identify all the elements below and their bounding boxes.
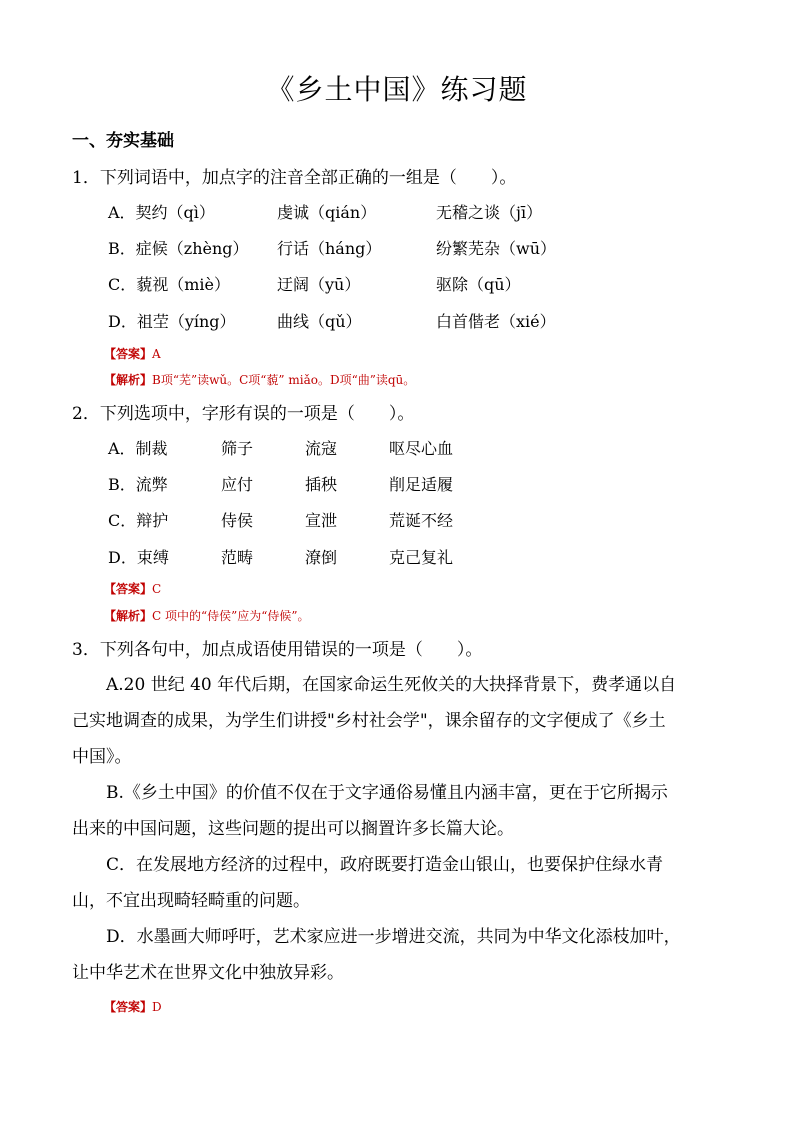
question-1-stem: 1．下列词语中，加点字的注音全部正确的一组是（ ）。 bbox=[72, 168, 517, 188]
q2-option-a-3: 流寇 bbox=[305, 439, 338, 458]
q2-option-d-4: 克己复礼 bbox=[389, 548, 454, 567]
q3-option-a bbox=[72, 667, 732, 775]
q2-option-b-4: 削足适履 bbox=[389, 475, 454, 494]
answer-tag: 【答案】 bbox=[104, 347, 153, 361]
q3-b-line-2: 出来的中国问题，这些问题的提出可以搁置许多长篇大论。 bbox=[72, 819, 514, 839]
q1-option-c-3: 驱除（qū） bbox=[436, 275, 521, 294]
q3-b-line-1: B.《乡土中国》的价值不仅在于文字通俗易懂且内涵丰富，更在于它所揭示 bbox=[106, 783, 668, 803]
q2-analysis bbox=[104, 607, 310, 624]
q2-option-c-3: 宣泄 bbox=[305, 511, 338, 530]
q1-option-d-2: 曲线（qǔ） bbox=[277, 312, 362, 331]
answer-value: C bbox=[152, 582, 162, 596]
q1-option-b-1: B．症候（zhèng） bbox=[108, 239, 249, 258]
q3-c-line-1: C．在发展地方经济的过程中，政府既要打造金山银山，也要保护住绿水青 bbox=[106, 855, 664, 875]
q3-c-line-2: 山，不宜出现畸轻畸重的问题。 bbox=[72, 891, 310, 911]
q2-option-d-2: 范畴 bbox=[221, 548, 254, 567]
q1-option-c-2: 迂阔（yū） bbox=[277, 275, 361, 294]
q2-option-c-2: 侍侯 bbox=[221, 511, 254, 530]
answer-value: A bbox=[152, 347, 161, 361]
q1-option-a-1: A．契约（qì） bbox=[108, 203, 215, 222]
answer-value: D bbox=[152, 1000, 162, 1014]
q2-option-b-3: 插秧 bbox=[305, 475, 338, 494]
q1-option-a-2: 虔诚（qián） bbox=[277, 203, 377, 222]
q2-option-c-1: C．辩护 bbox=[108, 511, 169, 530]
question-2-stem: 2．下列选项中，字形有误的一项是（ ）。 bbox=[72, 404, 415, 424]
analysis-tag: 【解析】 bbox=[104, 373, 153, 387]
q2-option-d-3: 潦倒 bbox=[305, 548, 338, 567]
q2-option-a-4: 呕尽心血 bbox=[389, 439, 454, 458]
q3-option-d bbox=[72, 919, 732, 991]
q1-option-a-3: 无稽之谈（jī） bbox=[436, 203, 543, 222]
question-3-stem: 3．下列各句中，加点成语使用错误的一项是（ ）。 bbox=[72, 640, 483, 660]
analysis-tag: 【解析】 bbox=[104, 609, 153, 623]
page-title: 《乡土中国》练习题 bbox=[266, 73, 528, 106]
q1-answer bbox=[104, 345, 161, 362]
q3-a-line-2: 己实地调查的成果，为学生们讲授"乡村社会学"，课余留存的文字便成了《乡土 bbox=[72, 711, 666, 731]
q3-answer bbox=[104, 998, 162, 1015]
q1-option-b-3: 纷繁芜杂（wū） bbox=[436, 239, 557, 258]
q3-option-c bbox=[72, 847, 732, 919]
answer-tag: 【答案】 bbox=[104, 1000, 153, 1014]
q1-option-d-1: D．祖茔（yíng） bbox=[108, 312, 236, 331]
q2-option-d-1: D．束缚 bbox=[108, 548, 169, 567]
q1-option-b-2: 行话（háng） bbox=[277, 239, 382, 258]
q2-option-b-1: B．流弊 bbox=[108, 475, 168, 494]
q1-option-d-3: 白首偕老（xié） bbox=[436, 312, 556, 331]
q3-a-line-3: 中国》。 bbox=[72, 747, 132, 767]
q1-analysis bbox=[104, 371, 415, 388]
q2-answer bbox=[104, 580, 161, 597]
q3-a-line-1: A.20 世纪 40 年代后期，在国家命运生死攸关的大抉择背景下，费孝通以自 bbox=[106, 675, 677, 695]
q2-option-c-4: 荒诞不经 bbox=[389, 511, 454, 530]
q3-d-line-1: D．水墨画大师呼吁，艺术家应进一步增进交流，共同为中华文化添枝加叶， bbox=[106, 927, 681, 947]
analysis-text: C 项中的“侍侯”应为“侍候”。 bbox=[152, 609, 310, 623]
q1-option-c-1: C．藐视（miè） bbox=[108, 275, 231, 294]
q2-option-a-2: 筛子 bbox=[221, 439, 254, 458]
q3-d-line-2: 让中华艺术在世界文化中独放异彩。 bbox=[72, 963, 344, 983]
q3-option-b bbox=[72, 775, 732, 847]
analysis-text: B项“芜”读wǔ。C项“藐” miǎo。D项“曲”读qū。 bbox=[152, 373, 416, 387]
q2-option-a-1: A．制裁 bbox=[108, 439, 168, 458]
section-heading: 一、夯实基础 bbox=[72, 131, 174, 151]
q2-option-b-2: 应付 bbox=[221, 475, 254, 494]
answer-tag: 【答案】 bbox=[104, 582, 153, 596]
